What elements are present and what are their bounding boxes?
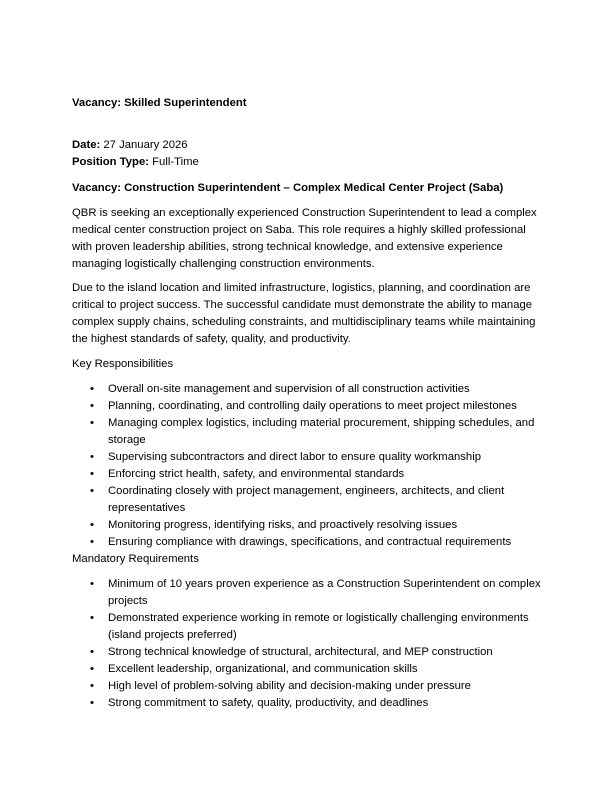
bullet-icon: •: [90, 663, 94, 675]
date-line: [72, 137, 188, 154]
list-item: • Strong technical knowledge of structural, architectural, and MEP construction: [72, 644, 542, 661]
date-label: Date:: [72, 139, 101, 151]
bullet-icon: •: [90, 383, 94, 395]
list-item: • Excellent leadership, organizational, and communication skills: [72, 661, 542, 678]
responsibilities-heading: Key Responsibilities: [72, 358, 174, 370]
date-value: 27 January 2026: [100, 139, 188, 151]
requirements-heading: Mandatory Requirements: [72, 553, 199, 565]
list-item: • Ensuring compliance with drawings, specifications, and contractual requirements: [72, 534, 542, 551]
bullet-icon: •: [90, 485, 94, 497]
document-header-title: Vacancy: Skilled Superintendent: [72, 97, 247, 109]
responsibilities-list: [72, 381, 542, 551]
list-item: • High level of problem-solving ability and decision-making under pressure: [72, 678, 542, 695]
bullet-icon: •: [90, 451, 94, 463]
bullet-icon: •: [90, 612, 94, 624]
position-type-value: Full-Time: [149, 156, 199, 168]
bullet-icon: •: [90, 646, 94, 658]
bullet-icon: •: [90, 519, 94, 531]
list-item: • Planning, coordinating, and controlling daily operations to meet project milestones: [72, 398, 542, 415]
position-type-label: Position Type:: [72, 156, 149, 168]
requirements-list: [72, 576, 542, 712]
position-type-line: [72, 154, 199, 171]
bullet-icon: •: [90, 417, 94, 429]
bullet-icon: •: [90, 680, 94, 692]
list-item: • Minimum of 10 years proven experience as a Construction Superintendent on complex projects: [90, 578, 541, 607]
list-item: • Demonstrated experience working in remote or logistically challenging environments (island projects preferred): [90, 612, 529, 641]
bullet-icon: •: [90, 578, 94, 590]
bullet-icon: •: [90, 697, 94, 709]
intro-paragraph: QBR is seeking an exceptionally experienced Construction Superintendent to lead a complex medical center construction project on Saba. This role requires a highly skilled professional with proven leadership abilities, strong technical knowledge, and extensive experience managing logistically challenging construction environments.: [72, 207, 537, 270]
vacancy-title: Vacancy: Construction Superintendent – Complex Medical Center Project (Saba): [72, 182, 504, 194]
bullet-icon: •: [90, 468, 94, 480]
bullet-icon: •: [90, 400, 94, 412]
bullet-icon: •: [90, 536, 94, 548]
list-item: • Monitoring progress, identifying risks, and proactively resolving issues: [72, 517, 542, 534]
list-item: • Overall on-site management and supervision of all construction activities: [72, 381, 542, 398]
list-item: • Managing complex logistics, including material procurement, shipping schedules, and storage: [90, 417, 535, 446]
list-item: • Enforcing strict health, safety, and environmental standards: [72, 466, 542, 483]
list-item: • Supervising subcontractors and direct labor to ensure quality workmanship: [72, 449, 542, 466]
list-item: • Coordinating closely with project management, engineers, architects, and client representatives: [90, 485, 505, 514]
context-paragraph: Due to the island location and limited infrastructure, logistics, planning, and coordination are critical to project success. The successful candidate must demonstrate the ability to manage complex supply chains, scheduling constraints, and multidisciplinary teams while maintaining the highest standards of safety, quality, and productivity.: [72, 282, 536, 345]
list-item: • Strong commitment to safety, quality, productivity, and deadlines: [72, 695, 542, 712]
